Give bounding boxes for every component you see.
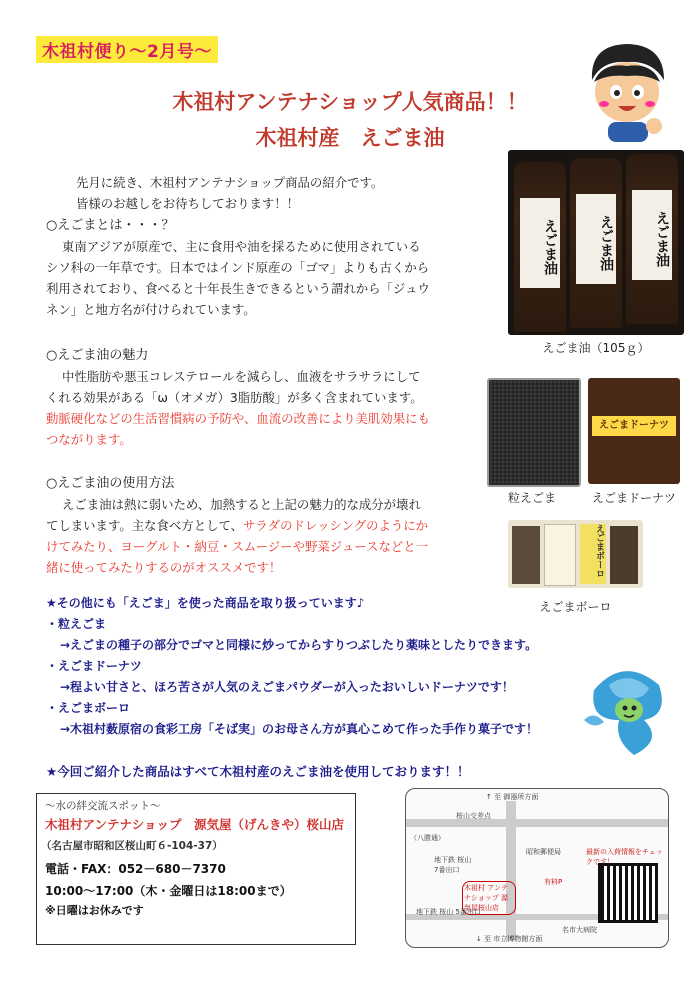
map-label: 昭和郵便局 — [526, 848, 561, 856]
section1-line-2: シソ科の一年草です。日本ではインド原産の「ゴマ」よりも古くから — [46, 260, 430, 275]
water-mascot-illustration — [574, 660, 674, 760]
map-top-label: ↑ 至 御器所方面 — [486, 793, 539, 801]
map-label: 名市大病院 — [562, 926, 597, 934]
section2-heading: ○えごま油の魅力 — [46, 348, 149, 363]
section-what-is-egoma — [46, 215, 491, 320]
shop-address: （名古屋市昭和区桜山町６-104-37） — [41, 840, 223, 852]
bolo-package-label: えごまボーロ — [580, 524, 606, 584]
intro-line-1: 先月に続き、木祖村アンテナショップ商品の紹介です。 — [76, 175, 384, 190]
section2-red-line-2: つながります。 — [46, 432, 132, 447]
shop-tel: 電話・FAX：052－680－7370 — [45, 862, 226, 876]
section1-line-3: 利用されており、食べると十年長生きできるという謂れから「ジュウ — [46, 281, 430, 296]
map-qr-label: 最新の入荷情報をチェックです！ — [586, 848, 663, 866]
product-item-name: ・粒えごま — [46, 617, 107, 631]
product-item-name: ・えごまボーロ — [46, 701, 131, 715]
section1-line-4: ネン」と地方名が付けられています。 — [46, 302, 256, 317]
caption-egoma-donut: えごまドーナツ — [592, 491, 676, 505]
product-item-desc: →えごまの種子の部分でゴマと同様に炒ってからすりつぶしたり薬味としたりできます。 — [60, 638, 538, 652]
map-label: 地下鉄 桜山 5番出口 — [416, 908, 481, 916]
map-label: 桜山交差点 — [456, 812, 491, 820]
section3-line-4: 緒に使ってみたりするのがオススメです！ — [46, 560, 282, 575]
section3-line-2-red: サラダのドレッシングのようにか — [243, 518, 429, 533]
section1-line-1: 東南アジアが原産で、主に食用や油を採るために使用されている — [62, 239, 421, 254]
shop-spot: 〜水の絆交流スポット〜 — [45, 800, 161, 812]
egoma-bolo-photo — [508, 520, 643, 588]
product-item-name: ・えごまドーナツ — [46, 659, 142, 673]
headline-popular-products: 木祖村アンテナショップ人気商品！！ — [172, 90, 528, 114]
map-shop-label: 木祖村 アンテナショップ 源気屋桜山店 — [462, 881, 516, 915]
footer-note: ★今回ご紹介した商品はすべて木祖村産のえごま油を使用しております！！ — [46, 764, 470, 779]
shop-info-box — [36, 793, 356, 945]
product-item-desc: →程よい甘さと、ほろ苦さが人気のえごまパウダーが入ったおいしいドーナツです！ — [60, 680, 514, 694]
egoma-donut-photo — [588, 378, 680, 484]
section3-line-2 — [46, 515, 486, 536]
qr-code[interactable] — [598, 863, 658, 923]
egoma-seeds-photo — [487, 378, 581, 487]
bottle-label: えごま油 — [520, 198, 560, 288]
map-bottom-label: ↓ 至 市立博物館方面 — [476, 935, 543, 943]
map-label: 地下鉄 桜山 7番出口 — [434, 856, 472, 874]
donut-package-label: えごまドーナツ — [592, 416, 676, 436]
section2-line-1: 中性脂肪や悪玉コレステロールを減らし、血液をサラサラにして — [62, 369, 421, 384]
section3-heading: ○えごま油の使用方法 — [46, 476, 175, 491]
section2-red-line-1: 動脈硬化などの生活習慣病の予防や、血流の改善により美肌効果にも — [46, 411, 430, 426]
section-oil-appeal — [46, 345, 486, 450]
section3-line-2-black: てしまいます。主な食べ方として、 — [46, 518, 244, 533]
bottle-label: えごま油 — [576, 194, 616, 284]
issue-title: 木祖村便り〜2月号〜 — [36, 36, 218, 63]
intro-text — [76, 172, 383, 214]
caption-egoma-bolo: えごまボーロ — [539, 600, 612, 614]
egoma-oil-photo — [508, 150, 684, 335]
bolo-package — [544, 524, 576, 586]
section3-line-3: けてみたり、ヨーグルト・納豆・スムージーや野菜ジュースなどと一 — [46, 539, 429, 554]
section1-heading: ○えごまとは・・・？ — [46, 218, 175, 233]
shop-closed: ※日曜はお休みです — [45, 904, 144, 917]
section3-line-1: えごま油は熱に弱いため、加熱すると上記の魅力的な成分が壊れ — [62, 497, 421, 512]
section-how-to-use — [46, 473, 486, 578]
map-label: （八勝通） — [410, 834, 445, 842]
intro-line-2: 皆様のお越しをお待ちしております！！ — [76, 196, 300, 211]
bottle-label: えごま油 — [632, 190, 672, 280]
oil-bottle — [626, 154, 678, 324]
shop-name: 木祖村アンテナショップ 源気屋（げんきや）桜山店 — [45, 817, 345, 832]
caption-egoma-seeds: 粒えごま — [507, 491, 556, 505]
map-label: 有料P — [544, 878, 563, 886]
caption-egoma-oil: えごま油（105ｇ） — [542, 341, 650, 355]
oil-bottle — [570, 158, 622, 328]
section2-line-2: くれる効果がある「ω（オメガ）3脂肪酸」が多く含まれています。 — [46, 390, 423, 405]
shop-map — [405, 788, 669, 948]
product-item-desc: →木祖村薮原宿の食彩工房「そば実」のお母さん方が真心こめて作った手作り菓子です！ — [60, 722, 539, 736]
products-heading: ★その他にも「えごま」を使った商品を取り扱っています♪ — [46, 596, 365, 610]
oil-bottle — [514, 162, 566, 332]
shop-hours: 10:00〜17:00（木・金曜日は18:00まで） — [45, 884, 292, 898]
headline-egoma-oil: 木祖村産 えごま油 — [255, 126, 445, 150]
